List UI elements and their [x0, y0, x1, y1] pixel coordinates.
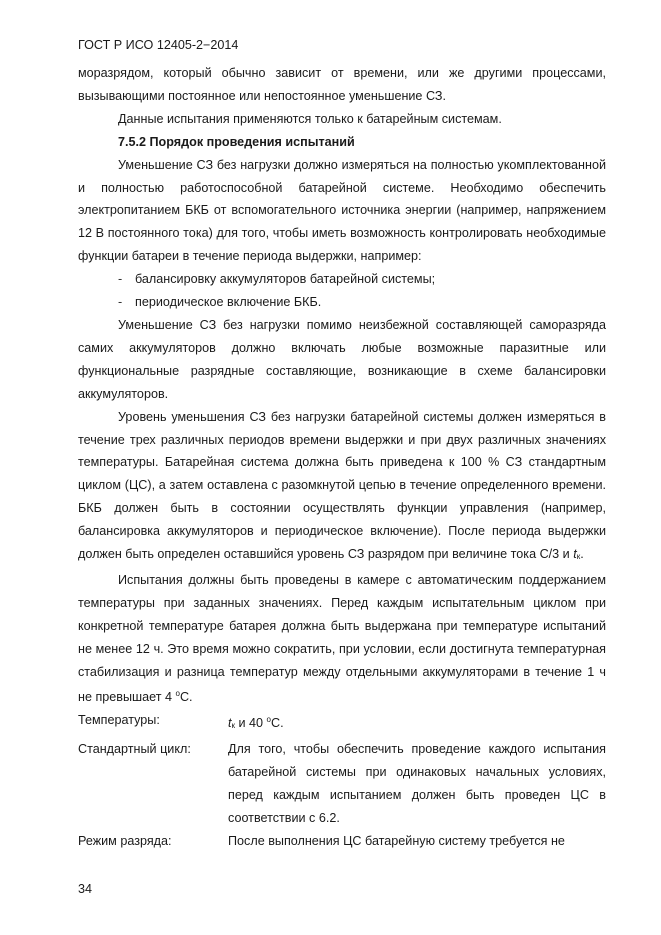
definition-standard-cycle [78, 738, 606, 830]
list-item-text: периодическое включение БКБ. [135, 295, 322, 310]
paragraph-chamber [78, 569, 606, 709]
temp-end: С. [271, 716, 284, 731]
paragraph-self-discharge: Уменьшение СЗ без нагрузки помимо неизбежной составляющей саморазряда самих аккумуляторов должно включать любые возможные паразитные или функциональные разрядные составляющие, возникающие в схеме балансировки аккумуляторов. [78, 317, 606, 401]
list-marker: - [118, 295, 123, 310]
list-item [78, 291, 606, 314]
definition-label: Стандартный цикл: [78, 742, 191, 757]
paragraph-continuation: моразрядом, который обычно зависит от времени, или же другими процессами, вызывающими постоянное или непостоянное уменьшение СЗ. [78, 66, 606, 103]
variable-t: t [228, 716, 232, 731]
list-item [78, 268, 606, 291]
degree-sign: о [175, 689, 180, 699]
variable-t: t [573, 547, 577, 562]
chamber-text: Испытания должны быть проведены в камере с автоматическим поддержанием температуры при заданных значениях. Перед каждым испытательным циклом при конкретной температуре батарея должна быть выдержана при температуре испытаний не менее 12 ч. Это время можно сократить, при условии, если достигнута температурная стабилизация и разница температур между отдельными аккумуляторами в течение 1 ч не превышает 4 [78, 572, 606, 705]
temp-mid: и 40 [235, 716, 267, 731]
definition-label: Режим разряда: [78, 833, 172, 848]
paragraph-procedure: Уменьшение СЗ без нагрузки должно измеряться на полностью укомплектованной и полностью работоспособной батарейной системе. Необходимо обеспечить электропитанием БКБ от вспомогательного источника энергии (например, напряжением 12 В постоянного тока) для того, чтобы иметь возможность контролировать необходимые функции батареи в течение периода выдержки, например: [78, 157, 606, 264]
subscript-k: к [231, 721, 235, 731]
definition-temperatures [78, 709, 606, 738]
definition-value: После выполнения ЦС батарейную систему требуется не [228, 833, 565, 848]
definition-discharge-mode [78, 830, 606, 853]
definition-value: Для того, чтобы обеспечить проведение каждого испытания батарейной системы при одинаковых начальных условиях, перед каждым испытанием должен быть проведен ЦС в соответствии с 6.2. [228, 742, 606, 825]
list-item-text: балансировку аккумуляторов батарейной системы; [135, 272, 436, 287]
measurement-end: . [580, 547, 584, 562]
degree-sign: о [266, 715, 271, 725]
page-number: 34 [78, 882, 93, 896]
measurement-text: Уровень уменьшения СЗ без нагрузки батарейной системы должен измеряться в течение трех различных периодов времени выдержки и при двух различных значениях температуры. Батарейная система должна быть приведена к 100 % СЗ стандартным циклом (ЦС), а затем оставлена с разомкнутой цепью в течение определенного времени. БКБ должен быть в состоянии осуществлять функции управления (например, балансировка аккумуляторов и периодическое включение). После периода выдержки должен быть определен оставшийся уровень СЗ разрядом при величине тока С/3 и [78, 409, 606, 562]
document-header: ГОСТ Р ИСО 12405-2−2014 [78, 38, 239, 52]
subscript-k: к [576, 552, 581, 562]
section-heading: 7.5.2 Порядок проведения испытаний [118, 134, 355, 149]
list-marker: - [118, 272, 123, 287]
chamber-end: С. [179, 690, 193, 705]
document-body [78, 62, 606, 853]
definition-value [228, 709, 606, 738]
definition-label: Температуры: [78, 713, 160, 728]
paragraph-scope: Данные испытания применяются только к батарейным системам. [118, 111, 502, 126]
paragraph-measurement [78, 406, 606, 569]
